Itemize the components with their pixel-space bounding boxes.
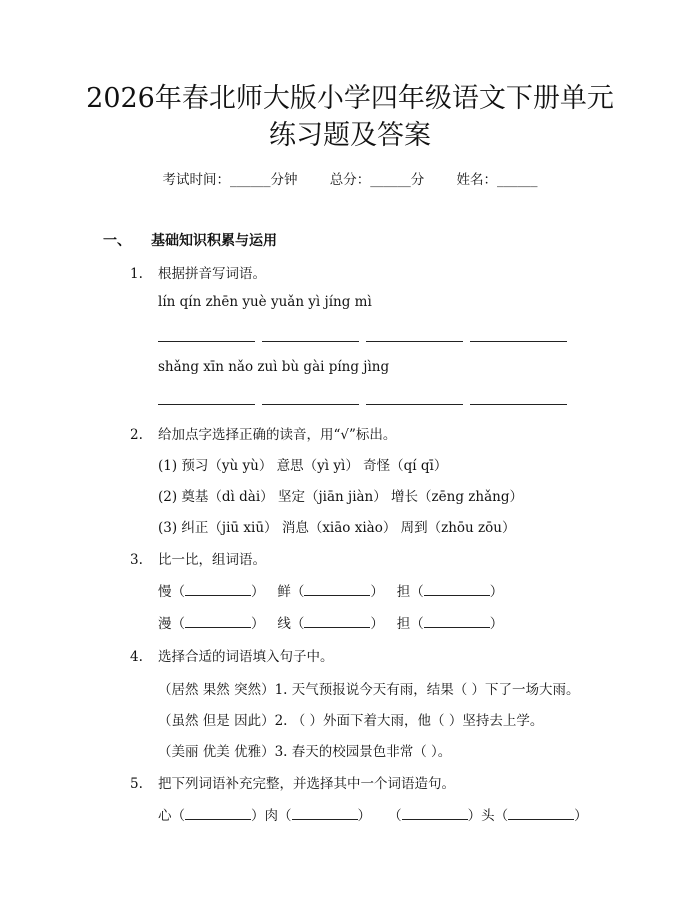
question-text: 选择合适的词语填入句子中。 [158, 649, 334, 665]
character: 线 [277, 616, 291, 632]
answer-blank[interactable] [158, 403, 255, 405]
question-number: 3. [130, 552, 143, 568]
word-group-row-2: 漫（ ） 线（ ） 担（ ） [158, 612, 503, 632]
question-text: 把下列词语补充完整，并选择其中一个词语造句。 [158, 776, 455, 792]
exam-time: 考试时间：______分钟 [162, 172, 298, 188]
answer-blank[interactable] [470, 403, 567, 405]
answer-blank[interactable] [304, 581, 370, 596]
answer-blank[interactable] [508, 805, 574, 820]
answer-blank[interactable] [304, 613, 370, 628]
answer-blank[interactable] [292, 805, 358, 820]
section-heading [103, 230, 277, 250]
question-2 [130, 423, 396, 443]
answer-blank[interactable] [185, 805, 251, 820]
question-number: 5. [130, 776, 143, 792]
character: 担 [396, 584, 411, 600]
fill-sentence-2: （虽然 但是 因此）2. （ ）外面下着大雨，他（ ）坚持去上学。 [158, 713, 544, 729]
question-1 [130, 262, 266, 282]
question-text: 比一比，组词语。 [158, 552, 266, 568]
character: 漫 [158, 616, 172, 632]
section-label: 基础知识积累与运用 [151, 233, 277, 249]
question-number: 4. [130, 649, 143, 665]
answer-blank[interactable] [424, 581, 490, 596]
exam-info [0, 168, 700, 188]
question-number: 2. [130, 427, 143, 443]
question-5 [130, 772, 455, 792]
question-4 [130, 645, 334, 665]
answer-blank[interactable] [262, 403, 359, 405]
answer-blank[interactable] [402, 805, 468, 820]
character: 慢 [158, 584, 172, 600]
answer-blanks-row-1 [158, 340, 567, 342]
character: 担 [396, 616, 411, 632]
answer-blank[interactable] [185, 613, 251, 628]
pinyin-row-1: lín qín zhēn yuè yuǎn yì jíng mì [158, 294, 372, 310]
question-3 [130, 548, 266, 568]
reading-choice-1: (1) 预习（yù yù） 意思（yì yì） 奇怪（qí qī） [158, 458, 448, 474]
answer-blank[interactable] [185, 581, 251, 596]
fill-sentence-1: （居然 果然 突然）1. 天气预报说今天有雨，结果（ ）下了一场大雨。 [158, 682, 580, 698]
title-line-2: 练习题及答案 [269, 120, 431, 151]
question-text: 给加点字选择正确的读音，用“√”标出。 [158, 427, 397, 443]
idiom-completion-row: 心（ ）肉（ ） （ ）头（ ） [158, 804, 588, 824]
answer-blank[interactable] [262, 340, 359, 342]
section-number: 一、 [103, 233, 131, 249]
answer-blank[interactable] [366, 340, 463, 342]
question-number: 1. [130, 266, 143, 282]
fill-sentence-3: （美丽 优美 优雅）3. 春天的校园景色非常（ ）。 [158, 744, 452, 760]
answer-blank[interactable] [158, 340, 255, 342]
answer-blank[interactable] [366, 403, 463, 405]
word-group-row-1: 慢（ ） 鲜（ ） 担（ ） [158, 580, 503, 600]
question-text: 根据拼音写词语。 [158, 266, 266, 282]
character: 鲜 [277, 584, 291, 600]
word-char: 心 [158, 808, 172, 824]
answer-blank[interactable] [424, 613, 490, 628]
answer-blank[interactable] [470, 340, 567, 342]
reading-choice-3: (3) 纠正（jiū xiū） 消息（xiāo xiào） 周到（zhōu zōu） [158, 520, 516, 536]
word-char: 肉 [264, 808, 278, 824]
title-line-1: 2026年春北师大版小学四年级语文下册单元 [86, 83, 614, 114]
word-char: 头 [481, 808, 495, 824]
reading-choice-2: (2) 奠基（dì dài） 坚定（jiān jiàn） 增长（zēng zhǎng） [158, 489, 523, 505]
student-name: 姓名：______ [456, 172, 538, 188]
total-score: 总分：______分 [329, 172, 425, 188]
answer-blanks-row-2 [158, 403, 567, 405]
pinyin-row-2: shǎng xīn nǎo zuì bù gài píng jìng [158, 359, 390, 375]
